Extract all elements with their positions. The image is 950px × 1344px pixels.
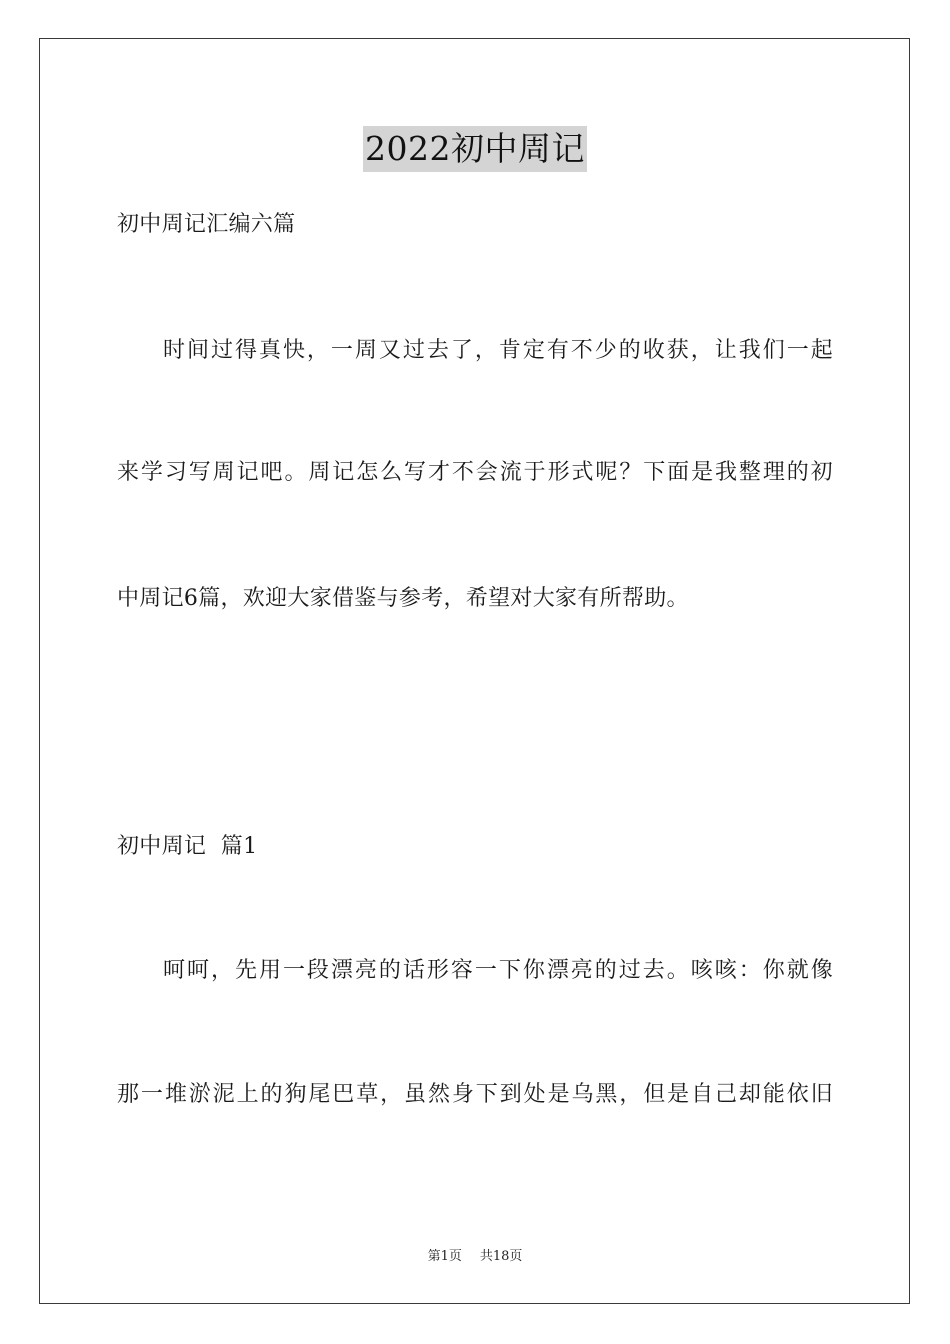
page-number: 第1页	[427, 1249, 462, 1264]
body-paragraph-line-1: 呵呵，先用一段漂亮的话形容一下你漂亮的过去。咳咳：你就像	[163, 958, 833, 983]
title-block	[0, 126, 950, 172]
intro-paragraph-line-2: 来学习写周记吧。周记怎么写才不会流于形式呢？下面是我整理的初	[117, 460, 833, 485]
intro-paragraph-line-1: 时间过得真快，一周又过去了，肯定有不少的收获，让我们一起	[163, 338, 833, 363]
section-heading: 初中周记 篇1	[117, 834, 258, 859]
body-paragraph-line-2: 那一堆淤泥上的狗尾巴草，虽然身下到处是乌黑，但是自己却能依旧	[117, 1082, 833, 1107]
document-subtitle: 初中周记汇编六篇	[117, 212, 296, 237]
page-footer	[0, 1248, 950, 1266]
intro-paragraph-line-3: 中周记6篇，欢迎大家借鉴与参考，希望对大家有所帮助。	[117, 586, 689, 611]
page-total: 共18页	[479, 1249, 523, 1264]
document-title: 2022初中周记	[363, 126, 587, 172]
